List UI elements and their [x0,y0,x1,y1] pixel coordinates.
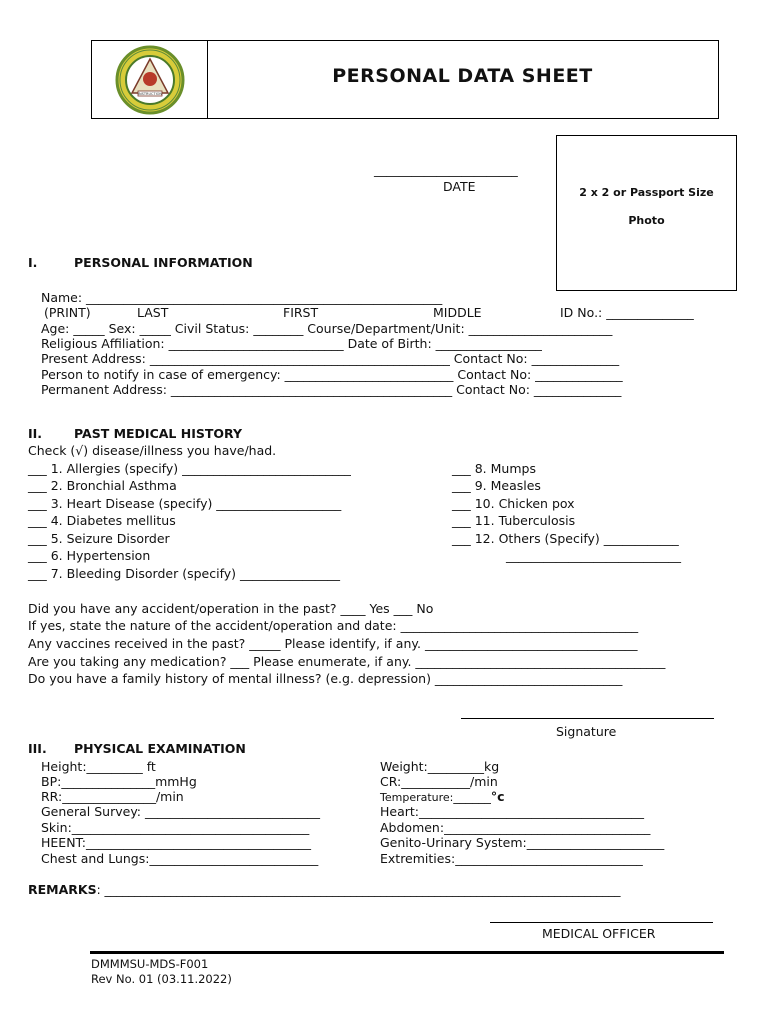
temperature-label: Temperature: [380,791,454,804]
check-instruction: Check (√) disease/illness you have/had. [28,443,277,458]
section-1-title: PERSONAL INFORMATION [74,255,253,270]
signature-line[interactable] [461,718,714,719]
history-item-mumps[interactable]: ___ 8. Mumps [452,461,536,476]
medical-officer-signature-line[interactable] [490,922,713,923]
section-2-number: II. [28,426,43,441]
section-3-title: PHYSICAL EXAMINATION [74,741,246,756]
history-item-measles[interactable]: ___ 9. Measles [452,478,541,493]
svg-text:INSTRUCTION: INSTRUCTION [138,92,162,96]
form-code: DMMMSU-MDS-F001 [91,957,209,971]
header-box [91,40,719,119]
history-others-extra-line[interactable]: ____________________________ [506,548,681,563]
history-item-allergies[interactable]: ___ 1. Allergies (specify) ___________________________ [28,461,351,476]
remarks-field[interactable] [28,882,620,897]
medical-officer-label: MEDICAL OFFICER [542,926,656,941]
remarks-line[interactable]: : ______________________________________________________________________________________ [96,883,621,897]
religion-birthdate-field[interactable]: Religious Affiliation: ____________________________ Date of Birth: _________________ [41,336,542,351]
exam-heent[interactable]: HEENT:____________________________________ [41,835,312,850]
history-item-seizure[interactable]: ___ 5. Seizure Disorder [28,531,170,546]
temperature-unit: °c [490,789,505,804]
history-item-bleeding[interactable]: ___ 7. Bleeding Disorder (specify) ________________ [28,566,340,581]
question-accident-details[interactable]: If yes, state the nature of the accident/operation and date: ______________________________________ [28,618,639,633]
history-item-tuberculosis[interactable]: ___ 11. Tuberculosis [452,513,576,528]
history-item-others[interactable]: ___ 12. Others (Specify) ____________ [452,531,679,546]
history-item-asthma[interactable]: ___ 2. Bronchial Asthma [28,478,177,493]
remarks-label: REMARKS [28,882,97,897]
exam-weight[interactable]: Weight:_________kg [380,759,500,774]
exam-heart[interactable]: Heart:____________________________________ [380,804,645,819]
exam-skin[interactable]: Skin:______________________________________ [41,820,310,835]
exam-bp[interactable]: BP:_______________mmHg [41,774,197,789]
history-item-heart-disease[interactable]: ___ 3. Heart Disease (specify) ____________________ [28,496,342,511]
photo-label: Photo [628,214,665,227]
revision-number: Rev No. 01 (03.11.2022) [91,972,232,986]
section-2-title: PAST MEDICAL HISTORY [74,426,242,441]
logo-cell [92,41,208,118]
signature-label: Signature [556,724,617,739]
photo-size-label: 2 x 2 or Passport Size [579,186,714,199]
temperature-blank[interactable]: ______ [453,789,491,804]
name-sub-print: (PRINT) [44,305,91,320]
history-item-hypertension[interactable]: ___ 6. Hypertension [28,548,151,563]
history-item-chicken-pox[interactable]: ___ 10. Chicken pox [452,496,575,511]
id-no-field[interactable]: ID No.: ______________ [560,305,694,320]
date-label: DATE [443,179,476,194]
question-mental-illness[interactable]: Do you have a family history of mental illness? (e.g. depression) ______________________________ [28,671,623,686]
exam-extremities[interactable]: Extremities:______________________________ [380,851,643,866]
name-sub-last: LAST [137,305,169,320]
question-medication[interactable]: Are you taking any medication? ___ Please enumerate, if any. ________________________________________ [28,654,666,669]
age-sex-status-course-field[interactable]: Age: _____ Sex: _____ Civil Status: ________ Course/Department/Unit: _______________________ [41,321,613,336]
exam-height[interactable]: Height:_________ ft [41,759,156,774]
question-accident[interactable]: Did you have any accident/operation in the past? ____ Yes ___ No [28,601,434,616]
present-address-field[interactable]: Present Address: ________________________________________________ Contact No: ______________ [41,351,620,366]
exam-chest-lungs[interactable]: Chest and Lungs:___________________________ [41,851,319,866]
emergency-contact-field[interactable]: Person to notify in case of emergency: ___________________________ Contact No: ______________ [41,367,623,382]
photo-box[interactable] [556,135,737,291]
exam-temperature[interactable] [380,789,505,804]
date-blank[interactable]: _______________________ [374,162,518,177]
university-seal-logo [112,45,188,115]
name-sub-middle: MIDDLE [433,305,482,320]
permanent-address-field[interactable]: Permanent Address: _____________________________________________ Contact No: ______________ [41,382,622,397]
question-vaccines[interactable]: Any vaccines received in the past? _____ Please identify, if any. __________________________________ [28,636,638,651]
exam-cr[interactable]: CR:___________/min [380,774,498,789]
page-title: PERSONAL DATA SHEET [332,65,593,87]
section-3-number: III. [28,741,47,756]
exam-rr[interactable]: RR:_______________/min [41,789,184,804]
history-item-diabetes[interactable]: ___ 4. Diabetes mellitus [28,513,176,528]
exam-abdomen[interactable]: Abdomen:_________________________________ [380,820,651,835]
footer-divider [90,951,724,954]
name-field[interactable]: Name: _________________________________________________________ [41,290,443,305]
exam-general-survey[interactable]: General Survey: ____________________________ [41,804,320,819]
exam-genito-urinary[interactable]: Genito-Urinary System:______________________ [380,835,665,850]
section-1-number: I. [28,255,38,270]
name-sub-first: FIRST [283,305,319,320]
